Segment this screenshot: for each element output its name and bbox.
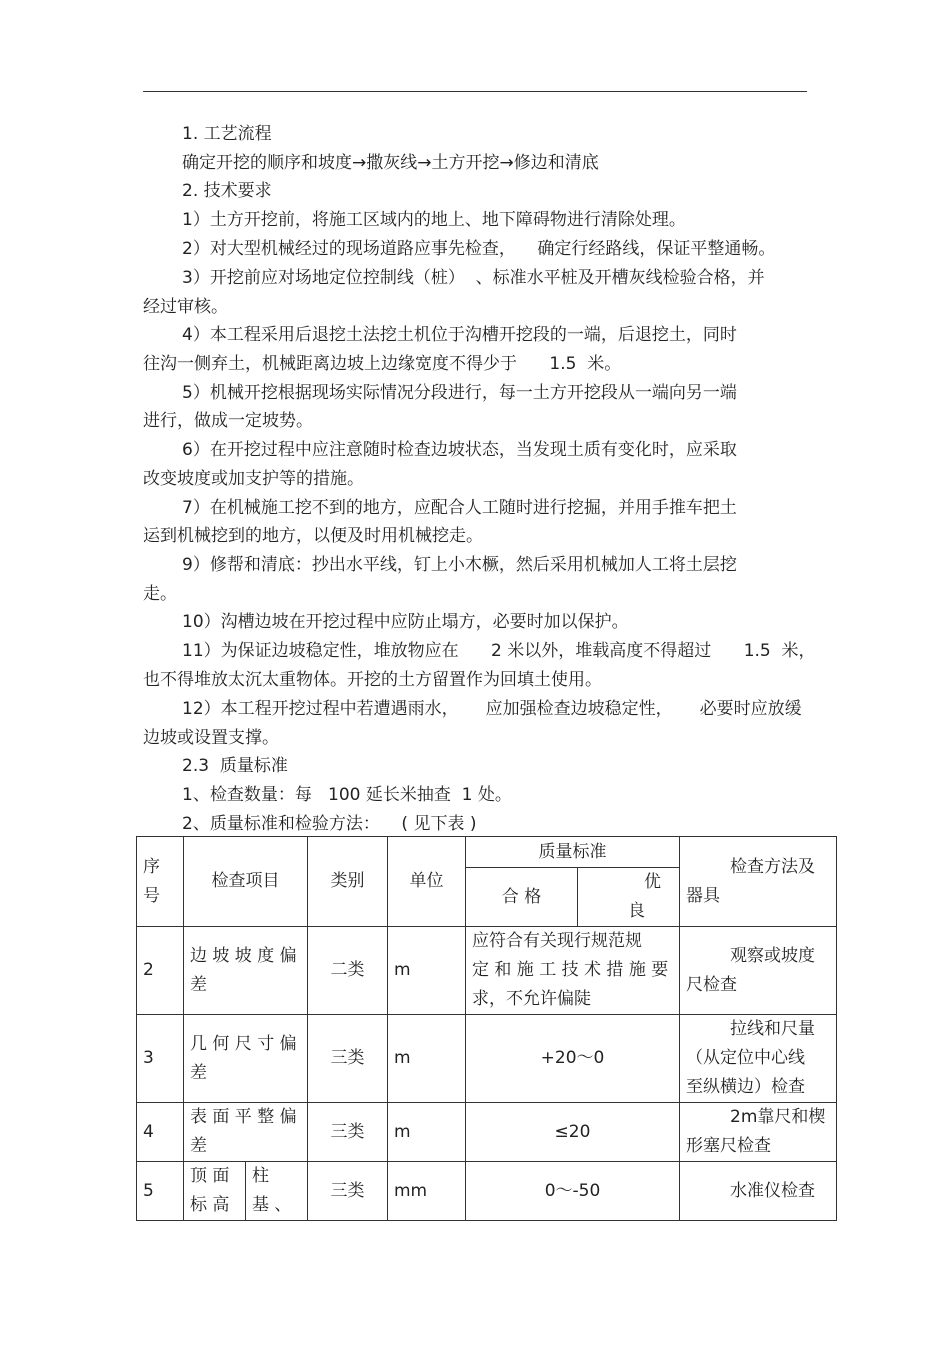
header-standard: 质量标准 [466,837,680,868]
row-method: 拉线和尺量 （从定位中心线 至纵横边）检查 [680,1015,837,1103]
row-method: 观察或坡度 尺检查 [680,927,837,1015]
header-category: 类别 [308,837,388,927]
text-line: 经过审核。 [143,297,228,317]
header-excellent: 优 良 [578,868,680,927]
row-unit: m [388,927,466,1015]
row-unit: m [388,1015,466,1103]
row-unit: m [388,1103,466,1162]
text-line: 往沟一侧弃土，机械距离边坡上边缘宽度不得少于 1.5 米。 [143,354,622,374]
header-pass: 合 格 [466,868,578,927]
row-item-part-a: 顶 面 标 高 [184,1162,246,1221]
text-line: 5）机械开挖根据现场实际情况分段进行，每一土方开挖段从一端向另一端 [182,383,737,403]
row-no: 5 [137,1162,184,1221]
table-row [137,1015,837,1103]
text-line: 7）在机械施工挖不到的地方，应配合人工随时进行挖掘，并用手推车把土 [182,498,737,518]
row-no: 4 [137,1103,184,1162]
row-category: 二类 [308,927,388,1015]
header-unit: 单位 [388,837,466,927]
text-line: 4）本工程采用后退挖土法挖土机位于沟槽开挖段的一端，后退挖土，同时 [182,325,737,345]
text-line: 边坡或设置支撑。 [143,728,279,748]
table-row [137,1103,837,1162]
text-line: 9）修帮和清底：抄出水平线，钉上小木橛，然后采用机械加人工将土层挖 [182,555,737,575]
row-no: 3 [137,1015,184,1103]
header-rule [143,91,807,92]
text-line: 12）本工程开挖过程中若遭遇雨水， 应加强检查边坡稳定性， 必要时应放缓 [182,699,802,719]
row-standard: ≤20 [466,1103,680,1162]
header-no: 序 号 [137,837,184,927]
text-line: 1. 工艺流程 [182,124,272,144]
text-line: 改变坡度或加支护等的措施。 [143,469,364,489]
table-row [137,927,837,1015]
text-line: 11）为保证边坡稳定性，堆放物应在 2 米以外，堆载高度不得超过 1.5 米， [182,641,816,661]
text-line: 也不得堆放太沉太重物体。开挖的土方留置作为回填土使用。 [143,670,602,690]
row-standard: +20～0 [466,1015,680,1103]
table-header-row [137,837,837,868]
text-line: 进行，做成一定坡势。 [143,411,313,431]
row-item-part-b: 柱 基 、 [246,1162,308,1221]
text-line: 走。 [143,584,177,604]
text-line: 2. 技术要求 [182,181,272,201]
row-unit: mm [388,1162,466,1221]
header-item: 检查项目 [184,837,308,927]
text-line: 1、检查数量：每 100 延长米抽查 1 处。 [182,785,512,805]
row-category: 三类 [308,1015,388,1103]
row-standard: 0～-50 [466,1162,680,1221]
text-line: 6）在开挖过程中应注意随时检查边坡状态，当发现土质有变化时，应采取 [182,440,737,460]
text-line: 运到机械挖到的地方，以便及时用机械挖走。 [143,526,483,546]
text-line: 1）土方开挖前，将施工区域内的地上、地下障碍物进行清除处理。 [182,210,686,230]
header-method: 检查方法及 器具 [680,837,837,927]
text-line: 2、质量标准和检验方法： ( 见下表 ) [182,814,477,834]
row-category: 三类 [308,1162,388,1221]
row-method: 水准仪检查 [680,1162,837,1221]
text-line: 2）对大型机械经过的现场道路应事先检查， 确定行经路线，保证平整通畅。 [182,239,776,259]
row-item: 边 坡 坡 度 偏 差 [184,927,308,1015]
row-standard: 应符合有关现行规范规 定 和 施 工 技 术 措 施 要 求，不允许偏陡 [466,927,680,1015]
row-category: 三类 [308,1103,388,1162]
text-line: 确定开挖的顺序和坡度→撒灰线→土方开挖→修边和清底 [182,153,599,173]
row-item: 表 面 平 整 偏 差 [184,1103,308,1162]
table-row [137,1162,837,1221]
quality-standard-table [136,836,837,1221]
text-line: 3）开挖前应对场地定位控制线（桩） 、标准水平桩及开槽灰线检验合格，并 [182,268,765,288]
row-no: 2 [137,927,184,1015]
text-line: 10）沟槽边坡在开挖过程中应防止塌方，必要时加以保护。 [182,612,629,632]
text-line: 2.3 质量标准 [182,756,288,776]
row-method: 2m靠尺和楔 形塞尺检查 [680,1103,837,1162]
row-item: 几 何 尺 寸 偏 差 [184,1015,308,1103]
